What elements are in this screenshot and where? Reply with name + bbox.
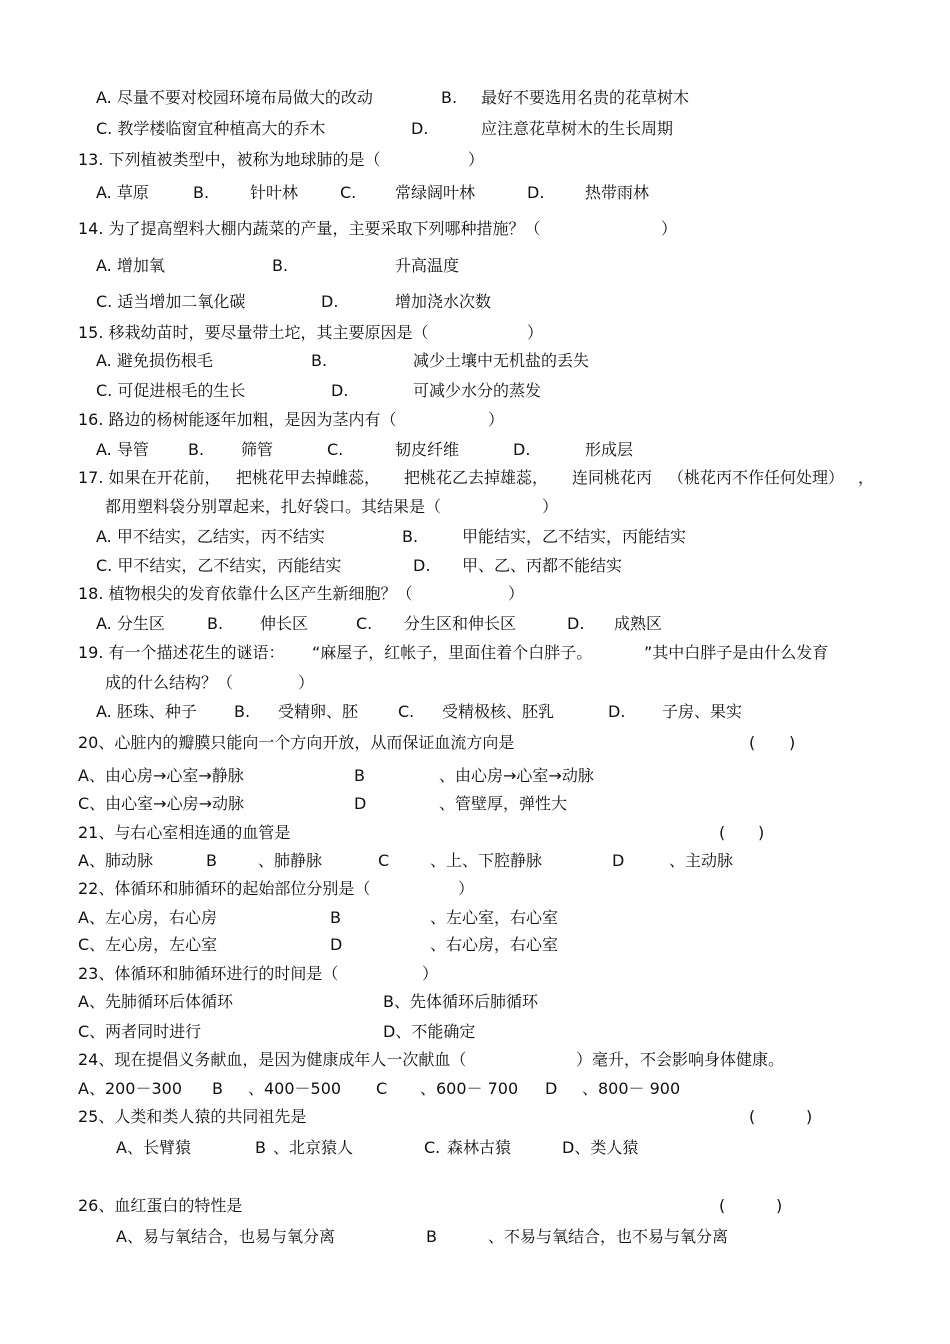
question-24: 24、现在提倡义务献血，是因为健康成年人一次献血（	[78, 1050, 467, 1069]
option-text: 减少土壤中无机盐的丢失	[413, 351, 590, 370]
option-text: 甲能结实，乙不结实，丙能结实	[462, 527, 687, 546]
option-text: A. 甲不结实，乙结实，丙不结实	[96, 527, 325, 546]
option-letter: D	[330, 935, 343, 954]
answer-bracket: ）	[542, 497, 559, 516]
option-text: 增加浇水次数	[395, 292, 492, 311]
option-text: 分生区和伸长区	[404, 614, 517, 633]
question-17-part: 连同桃花丙	[572, 468, 653, 487]
option-text: 受精极核、胚乳	[442, 702, 555, 721]
option-text: 受精卵、胚	[278, 702, 359, 721]
option-text: C、由心室→心房→动脉	[78, 794, 244, 813]
answer-bracket: ）	[508, 584, 525, 603]
question-26: 26、血红蛋白的特性是	[78, 1196, 243, 1215]
option-text: A. 分生区	[96, 614, 165, 633]
question-25: 25、人类和类人猿的共同祖先是	[78, 1107, 307, 1126]
option-letter: C.	[398, 702, 415, 721]
answer-bracket: ）	[468, 150, 485, 169]
option-text: 最好不要选用名贵的花草树木	[481, 88, 690, 107]
option-text: C. 适当增加二氧化碳	[96, 292, 246, 311]
option-letter: C.	[327, 440, 344, 459]
question-16: 16. 路边的杨树能逐年加粗，是因为茎内有（	[78, 410, 397, 429]
answer-bracket: ）	[488, 410, 505, 429]
answer-bracket: )	[806, 1107, 813, 1126]
option-text: A. 导管	[96, 440, 149, 459]
option-letter: D.	[331, 381, 349, 400]
option-letter: B	[330, 908, 341, 927]
option-letter: D.	[513, 440, 531, 459]
option-letter: B.	[402, 527, 419, 546]
answer-bracket: ）	[527, 323, 544, 342]
answer-bracket: ）	[458, 879, 475, 898]
option-text: 、肺静脉	[258, 851, 323, 870]
option-text: B、先体循环后肺循环	[383, 992, 538, 1011]
option-letter: D.	[321, 292, 339, 311]
option-text: 、左心室，右心室	[430, 908, 559, 927]
option-text: 应注意花草树木的生长周期	[481, 119, 674, 138]
answer-bracket: (	[719, 823, 726, 842]
option-text: 、上、下腔静脉	[430, 851, 543, 870]
option-letter: D.	[411, 119, 429, 138]
question-20: 20、心脏内的瓣膜只能向一个方向开放，从而保证血流方向是	[78, 733, 515, 752]
question-18: 18. 植物根尖的发育依靠什么区产生新细胞？（	[78, 584, 413, 603]
option-text: 、800－ 900	[582, 1079, 681, 1098]
option-letter: B	[354, 766, 365, 785]
option-text: C、两者同时进行	[78, 1022, 202, 1041]
option-letter: B	[212, 1079, 223, 1098]
option-text: 针叶林	[250, 183, 299, 202]
option-text: D、不能确定	[383, 1022, 476, 1041]
option-text: C. 甲不结实，乙不结实，丙能结实	[96, 556, 342, 575]
question-17-part: 把桃花乙去掉雄蕊，	[404, 468, 549, 487]
question-15: 15. 移栽幼苗时，要尽量带土坨，其主要原因是（	[78, 323, 429, 342]
question-17-part: ，	[858, 468, 875, 487]
option-text: A. 避免损伤根毛	[96, 351, 213, 370]
option-letter: B.	[272, 256, 289, 275]
option-text: C. 可促进根毛的生长	[96, 381, 246, 400]
option-text: A. 草原	[96, 183, 149, 202]
option-letter: B	[206, 851, 217, 870]
question-17-cont: 都用塑料袋分别罩起来，扎好袋口。其结果是（	[105, 497, 442, 516]
option-text: A. 尽量不要对校园环境布局做大的改动	[96, 88, 373, 107]
answer-bracket: (	[749, 733, 756, 752]
option-text: A. 胚珠、种子	[96, 702, 197, 721]
option-letter: C	[378, 851, 390, 870]
option-text: 、由心房→心室→动脉	[439, 766, 594, 785]
answer-bracket: )	[758, 823, 765, 842]
option-letter: D.	[413, 556, 431, 575]
option-letter: D.	[567, 614, 585, 633]
question-19-cont: 成的什么结构？（	[105, 673, 234, 692]
answer-bracket: ）	[298, 673, 315, 692]
option-text: A、肺动脉	[78, 851, 153, 870]
option-letter: C.	[424, 1138, 441, 1157]
option-text: A、由心房→心室→静脉	[78, 766, 244, 785]
option-letter: D	[612, 851, 625, 870]
option-text: 、400－500	[248, 1079, 342, 1098]
option-text: 森林古猿	[447, 1138, 512, 1157]
answer-bracket: )	[776, 1196, 783, 1215]
option-letter: D	[545, 1079, 558, 1098]
option-text: A、先肺循环后体循环	[78, 992, 233, 1011]
option-text: D、类人猿	[562, 1138, 639, 1157]
option-letter: D.	[527, 183, 545, 202]
option-text: 可减少水分的蒸发	[413, 381, 542, 400]
option-letter: C.	[340, 183, 357, 202]
answer-bracket: )	[789, 733, 796, 752]
option-text: 甲、乙、丙都不能结实	[462, 556, 623, 575]
option-letter: D	[354, 794, 367, 813]
option-text: A、易与氧结合，也易与氧分离	[116, 1227, 335, 1246]
option-letter: B.	[441, 88, 458, 107]
option-letter: C	[376, 1079, 388, 1098]
option-text: 形成层	[585, 440, 634, 459]
question-17-part: （桃花丙不作任何处理）	[668, 468, 845, 487]
option-text: A、200－300	[78, 1079, 183, 1098]
option-text: 常绿阔叶林	[395, 183, 476, 202]
answer-bracket: (	[749, 1107, 756, 1126]
answer-bracket: ）	[422, 964, 439, 983]
answer-bracket: ）	[661, 219, 678, 238]
question-23: 23、体循环和肺循环进行的时间是（	[78, 964, 339, 983]
option-text: 筛管	[241, 440, 274, 459]
option-text: 、不易与氧结合，也不易与氧分离	[488, 1227, 729, 1246]
option-text: 子房、果实	[662, 702, 743, 721]
question-19: 19. 有一个描述花生的谜语：	[78, 643, 285, 662]
option-letter: C.	[356, 614, 373, 633]
option-text: 、北京猿人	[273, 1138, 354, 1157]
option-text: 、右心房，右心室	[430, 935, 559, 954]
option-text: 热带雨林	[585, 183, 650, 202]
option-text: A. 增加氧	[96, 256, 165, 275]
option-letter: D.	[608, 702, 626, 721]
option-letter: B.	[207, 614, 224, 633]
option-text: 、管壁厚，弹性大	[439, 794, 568, 813]
option-letter: B	[255, 1138, 266, 1157]
question-13: 13. 下列植被类型中，被称为地球肺的是（	[78, 150, 381, 169]
option-text: A、左心房，右心房	[78, 908, 217, 927]
option-letter: B.	[234, 702, 251, 721]
option-text: 、主动脉	[669, 851, 734, 870]
option-text: C. 教学楼临窗宜种植高大的乔木	[96, 119, 326, 138]
option-letter: B.	[193, 183, 210, 202]
question-14: 14. 为了提高塑料大棚内蔬菜的产量，主要采取下列哪种措施？（	[78, 219, 541, 238]
question-17: 17. 如果在开花前，	[78, 468, 221, 487]
question-24-cont: ）毫升，不会影响身体健康。	[576, 1050, 785, 1069]
option-text: A、长臂猿	[116, 1138, 191, 1157]
answer-bracket: (	[719, 1196, 726, 1215]
question-22: 22、体循环和肺循环的起始部位分别是（	[78, 879, 371, 898]
option-text: 、600－ 700	[420, 1079, 519, 1098]
option-text: C、左心房，左心室	[78, 935, 218, 954]
option-text: 伸长区	[260, 614, 309, 633]
option-letter: B	[426, 1227, 437, 1246]
option-text: 升高温度	[395, 256, 460, 275]
question-17-part: 把桃花甲去掉雌蕊，	[236, 468, 381, 487]
option-letter: B.	[188, 440, 205, 459]
option-letter: B.	[311, 351, 328, 370]
question-19-part: “麻屋子，红帐子，里面住着个白胖子。	[312, 643, 593, 662]
question-21: 21、与右心室相连通的血管是	[78, 823, 291, 842]
option-text: 韧皮纤维	[395, 440, 460, 459]
option-text: 成熟区	[614, 614, 663, 633]
question-19-part: ”其中白胖子是由什么发育	[644, 643, 829, 662]
